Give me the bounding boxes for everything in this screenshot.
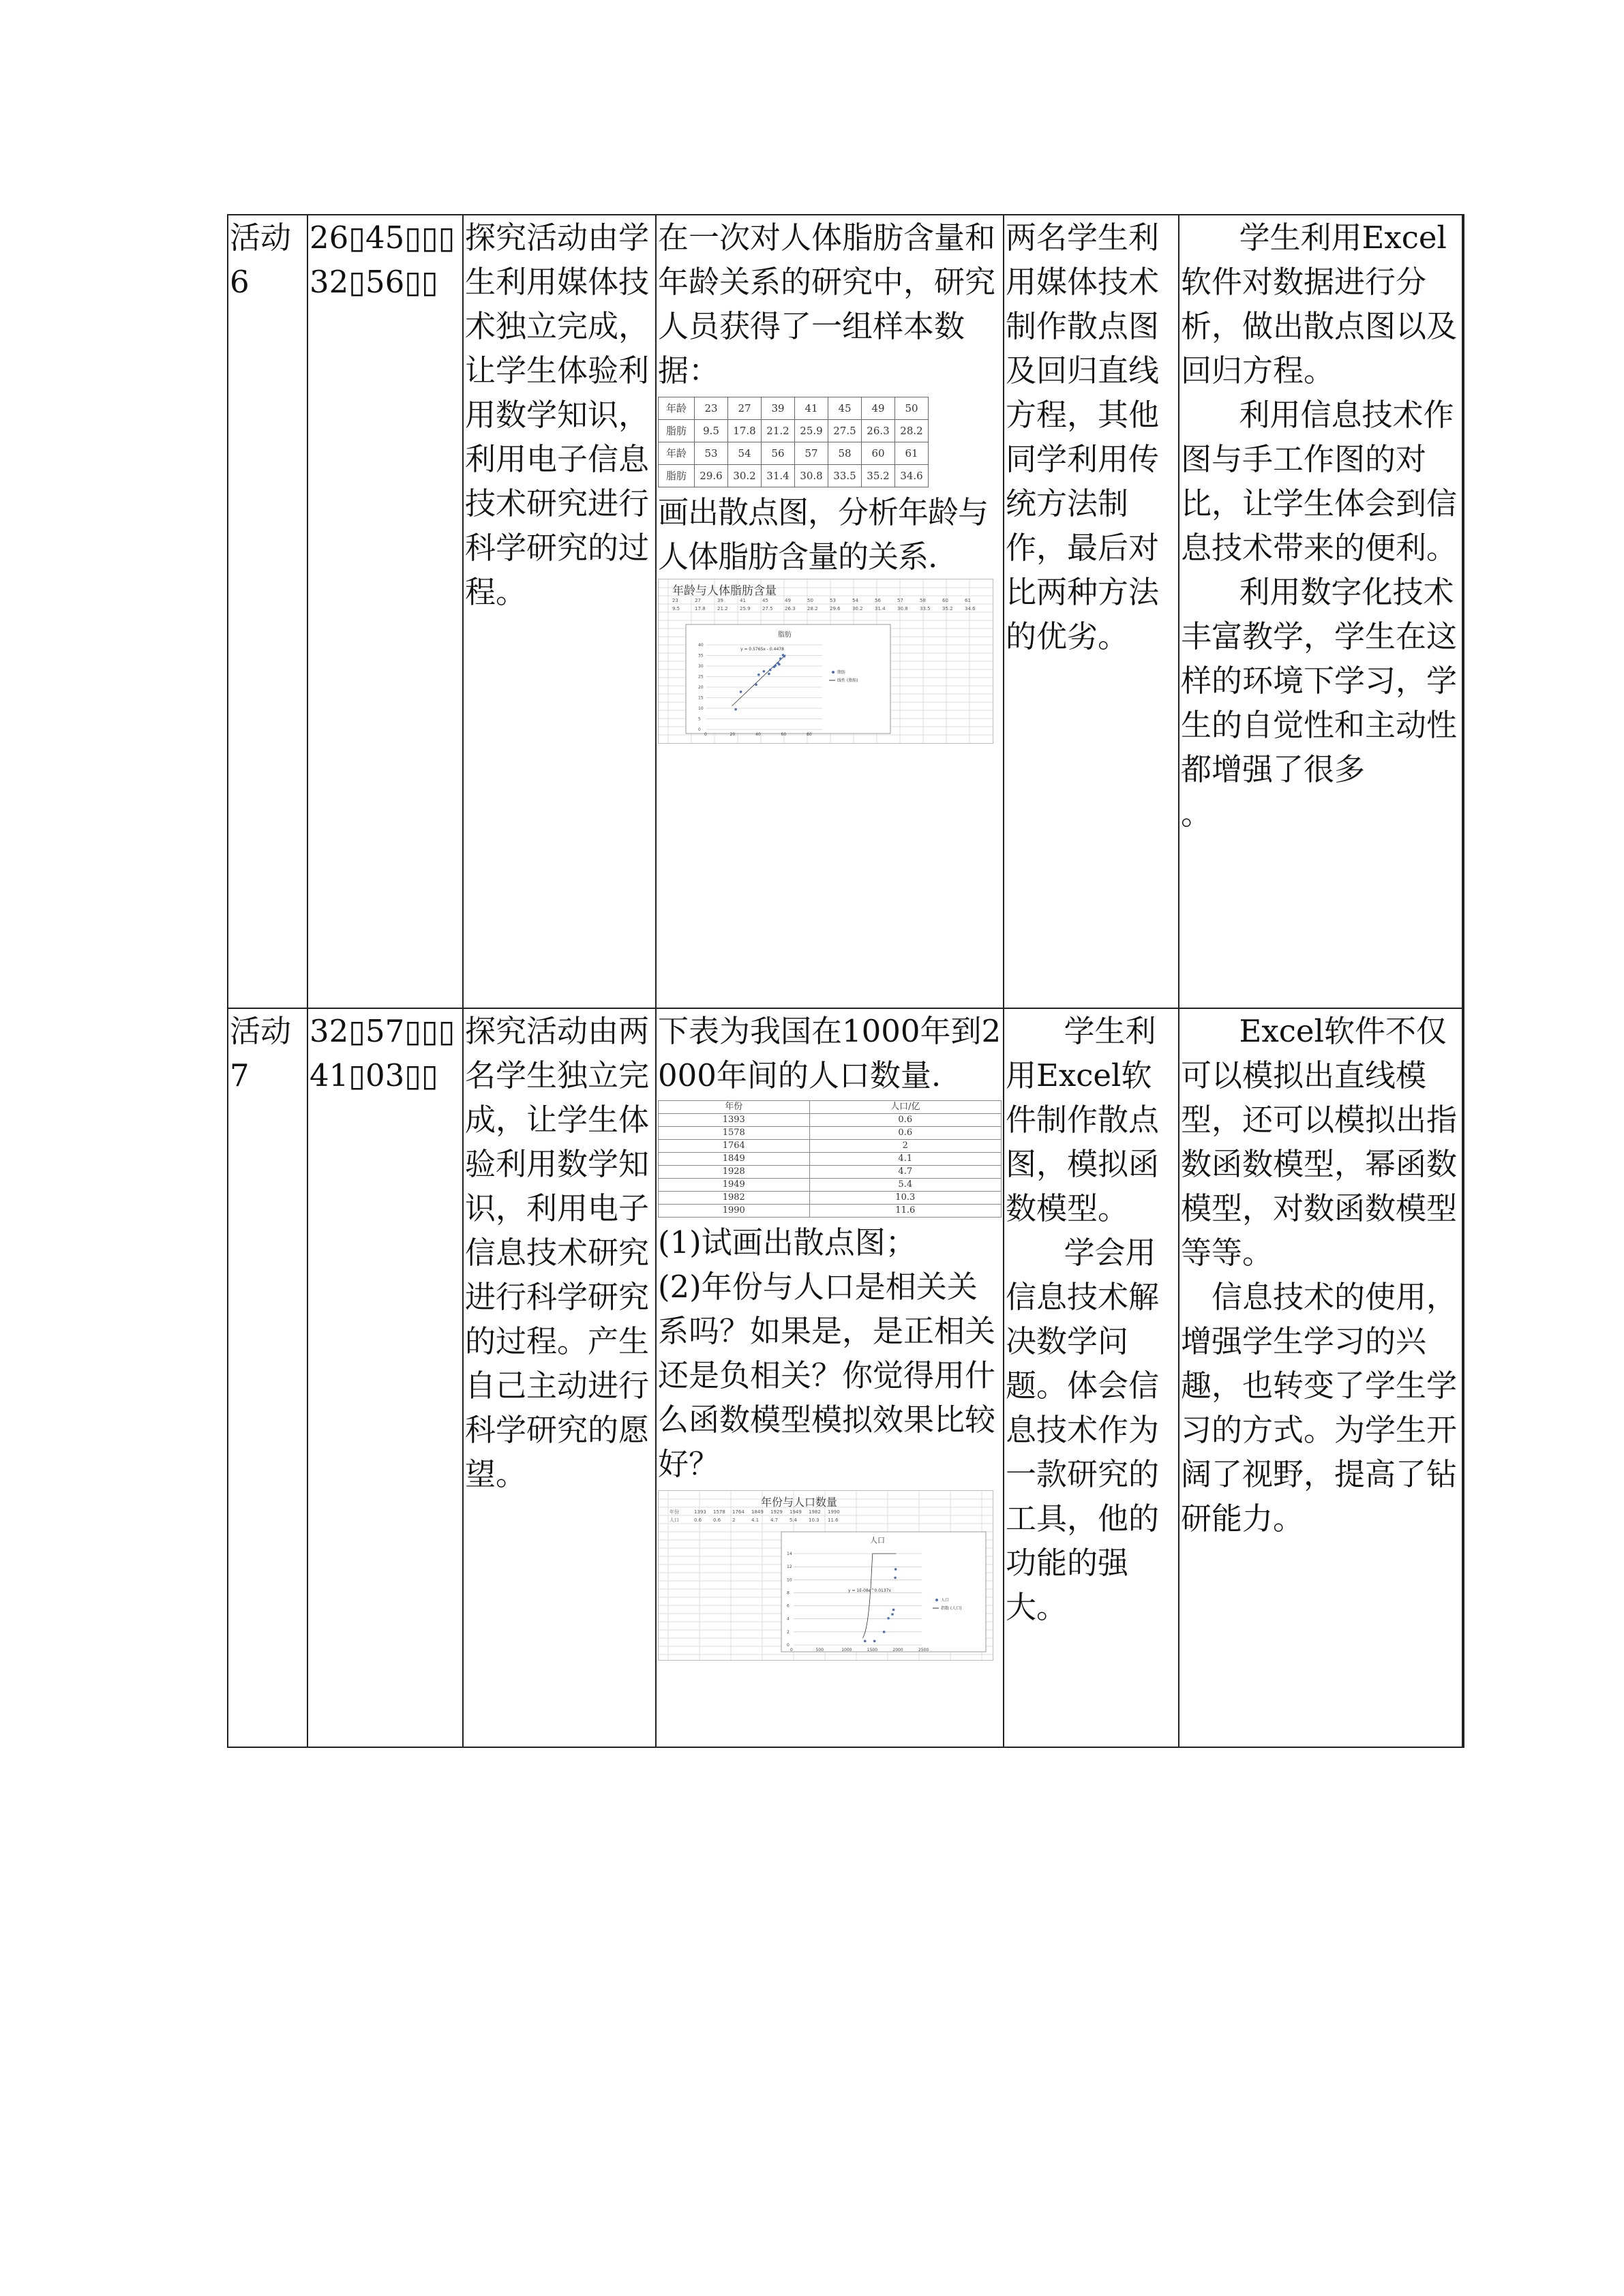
sheet-cell: 1949 [790, 1509, 802, 1515]
fat-table-cell: 49 [862, 397, 895, 420]
sheet-cell: 30.8 [897, 606, 908, 611]
data-point [883, 1631, 886, 1633]
sheet-cell: 29.6 [830, 606, 841, 611]
population-table-header [659, 1101, 1002, 1114]
population-table-cell: 0.6 [809, 1114, 1001, 1127]
sheet-cell: 61 [965, 598, 971, 603]
data-point [740, 691, 742, 693]
fat-table-cell: 27.5 [828, 420, 862, 442]
y-tick-label: 2 [787, 1629, 790, 1635]
fat-table-row-label: 脂肪 [659, 420, 695, 442]
fat-table-cell: 57 [795, 442, 828, 465]
y-tick-label: 0 [698, 727, 701, 732]
lesson-plan-table-region [227, 214, 1462, 1748]
data-point [768, 673, 770, 676]
y-tick-label: 40 [698, 643, 704, 648]
notes-cell [1179, 215, 1463, 1008]
y-tick-label: 15 [698, 695, 704, 701]
notes-cell [1179, 1008, 1463, 1747]
time-start: 32▯57▯▯▯ [310, 1013, 455, 1049]
fat-table-row-label: 年龄 [659, 397, 695, 420]
fat-table-cell: 56 [762, 442, 795, 465]
time-end: 32▯56▯▯ [310, 264, 438, 300]
sheet-cell: 26.3 [785, 606, 796, 611]
y-tick-label: 6 [787, 1603, 790, 1609]
y-tick-label: 25 [698, 674, 704, 680]
sheet-cell: 1393 [694, 1509, 706, 1515]
fat-table-cell: 31.4 [762, 465, 795, 487]
x-tick-label: 0 [704, 732, 707, 737]
data-point [891, 1613, 894, 1616]
method-cell: 探究活动由学生利用媒体技术独立完成，让学生体验利用数学知识，利用电子信息技术研究进行科学研究的过程。 [463, 215, 656, 1008]
y-tick-label: 12 [787, 1565, 792, 1570]
fat-table-cell: 28.2 [895, 420, 929, 442]
x-tick-label: 0 [790, 1648, 793, 1652]
sheet-cell: 1764 [732, 1509, 745, 1515]
fat-table-cell: 41 [795, 397, 828, 420]
population-table-header-cell: 人口/亿 [809, 1101, 1001, 1114]
time-start: 26▯45▯▯▯ [310, 220, 455, 256]
content-cell [656, 215, 1004, 1008]
sheet-cell: 31.4 [875, 606, 886, 611]
x-tick-label: 60 [781, 732, 787, 737]
sheet-cell: 41 [740, 598, 746, 603]
fat-table-row [659, 420, 929, 442]
sheet-cell: 33.5 [920, 606, 931, 611]
population-table-row [659, 1166, 1002, 1179]
data-point [779, 657, 782, 660]
population-table-cell: 1928 [659, 1166, 810, 1179]
y-tick-label: 35 [698, 653, 704, 659]
population-table-row [659, 1114, 1002, 1127]
sheet-cell: 4.7 [770, 1517, 779, 1523]
note-2: 信息技术的使用，增强学生学习的兴趣，也转变了学生学习的方式。为学生开阔了视野，提高了钻研能力。 [1181, 1279, 1458, 1537]
population-table-row [659, 1179, 1002, 1192]
population-table-cell: 5.4 [809, 1179, 1001, 1192]
sheet-cell: 10.3 [809, 1517, 819, 1523]
data-point [755, 683, 757, 686]
sheet-cell: 1849 [751, 1509, 764, 1515]
data-point [783, 655, 786, 658]
activity-row-7 [228, 1008, 1463, 1747]
content-cell [656, 1008, 1004, 1747]
fat-table-cell: 21.2 [762, 420, 795, 442]
sheet-cell: 28.2 [807, 606, 818, 611]
data-point [774, 665, 777, 667]
note-3: 利用数字化技术丰富教学，学生在这样的环境下学习，学生的自觉性和主动性都增强了很多 [1181, 574, 1458, 787]
x-tick-label: 1000 [841, 1648, 852, 1652]
fat-table-row [659, 442, 929, 465]
x-tick-label: 40 [755, 732, 761, 737]
population-table-cell: 1764 [659, 1140, 810, 1153]
fat-table-cell: 23 [695, 397, 728, 420]
activity-row-6 [228, 215, 1463, 1008]
sheet-cell: 39 [717, 598, 723, 603]
sheet-cell: 53 [830, 598, 836, 603]
sheet-cell: 58 [920, 598, 926, 603]
question-1: (1)试画出散点图； [658, 1224, 916, 1260]
y-tick-label: 10 [787, 1577, 792, 1583]
legend-marker [935, 1599, 938, 1601]
sheet-cell: 54 [852, 598, 858, 603]
population-table-row [659, 1192, 1002, 1205]
time-cell [307, 1008, 463, 1747]
note-4: 。 [1181, 796, 1212, 832]
time-cell [307, 215, 463, 1008]
students-cell [1004, 1008, 1179, 1747]
sheet-cell: 35.2 [942, 606, 953, 611]
sheet-cell: 30.2 [852, 606, 863, 611]
sheet-cell: 1982 [809, 1509, 821, 1515]
legend-trend: 线性 (脂肪) [837, 678, 858, 683]
sheet-title: 年龄与人体脂肪含量 [672, 584, 777, 598]
fat-data-table [658, 397, 929, 487]
y-tick-label: 5 [698, 716, 701, 722]
population-table-row [659, 1205, 1002, 1218]
sheet-row-label-year: 年份 [670, 1509, 679, 1515]
chart-title: 人口 [870, 1536, 885, 1545]
sheet-cell: 1578 [713, 1509, 725, 1515]
data-point [778, 663, 781, 666]
x-tick-label: 1500 [867, 1648, 878, 1652]
sheet-cell: 50 [807, 598, 813, 603]
chart-equation: y = 0.5765x - 0.4478 [740, 647, 784, 652]
sheet-cell: 5.4 [790, 1517, 798, 1523]
chart-frame [686, 624, 890, 734]
sheet-cell: 0.6 [713, 1517, 721, 1523]
legend-series: 人口 [941, 1598, 950, 1603]
fat-table-cell: 9.5 [695, 420, 728, 442]
fat-table-cell: 34.6 [895, 465, 929, 487]
y-tick-label: 20 [698, 685, 704, 690]
population-table [658, 1100, 1002, 1218]
population-table-cell: 1982 [659, 1192, 810, 1205]
students-text-2: 学会用信息技术解决数学问题。体会信息技术作为一款研究的工具，他的功能的强大。 [1006, 1235, 1160, 1625]
method-cell: 探究活动由两名学生独立完成，让学生体验利用数学知识，利用电子信息技术研究进行科学研究的过程。产生自己主动进行科学研究的愿望。 [463, 1008, 656, 1747]
sheet-cell: 56 [875, 598, 881, 603]
x-tick-label: 20 [730, 732, 736, 737]
note-2: 利用信息技术作图与手工作图的对比，让学生体会到信息技术带来的便利。 [1181, 397, 1458, 566]
population-table-row [659, 1153, 1002, 1166]
population-table-cell: 1949 [659, 1179, 810, 1192]
sheet-cell: 1990 [828, 1509, 840, 1515]
fat-table-cell: 58 [828, 442, 862, 465]
data-point [757, 674, 760, 676]
sheet-cell: 9.5 [672, 606, 680, 611]
legend-series: 脂肪 [837, 670, 846, 675]
fat-table-cell: 29.6 [695, 465, 728, 487]
lesson-plan-table [227, 214, 1464, 1748]
legend-trend: 指数 (人口) [941, 1606, 962, 1611]
content-task: 画出散点图，分析年龄与人体脂肪含量的关系. [658, 494, 989, 575]
activity-label: 活动7 [228, 1008, 307, 1747]
fat-table-cell: 53 [695, 442, 728, 465]
y-tick-label: 10 [698, 706, 704, 711]
x-tick-label: 500 [815, 1648, 824, 1652]
population-table-cell: 1990 [659, 1205, 810, 1218]
chart-title: 脂肪 [778, 631, 792, 639]
data-point [864, 1640, 867, 1642]
sheet-cell: 4.1 [751, 1517, 760, 1523]
students-cell: 两名学生利用媒体技术制作散点图及回归直线方程，其他同学利用传统方法制作，最后对比两种方法的优劣。 [1004, 215, 1179, 1008]
data-point [763, 670, 766, 673]
population-table-row [659, 1127, 1002, 1140]
data-point [892, 1609, 895, 1612]
sheet-cell: 34.6 [965, 606, 976, 611]
sheet-cell: 25.9 [740, 606, 751, 611]
fat-table-cell: 33.5 [828, 465, 862, 487]
data-point [734, 708, 737, 711]
sheet-title: 年份与人口数量 [761, 1496, 838, 1509]
population-table-cell: 4.7 [809, 1166, 1001, 1179]
data-point [894, 1568, 897, 1571]
y-tick-label: 8 [787, 1590, 790, 1596]
x-tick-label: 80 [807, 732, 812, 737]
fat-table-cell: 39 [762, 397, 795, 420]
sheet-cell: 49 [785, 598, 791, 603]
population-table-cell: 10.3 [809, 1192, 1001, 1205]
population-table-header-cell: 年份 [659, 1101, 810, 1114]
sheet-cell: 2 [732, 1517, 736, 1523]
x-tick-label: 2000 [892, 1648, 903, 1652]
fat-table-cell: 27 [728, 397, 762, 420]
y-tick-label: 4 [787, 1616, 790, 1622]
sheet-row-label-pop: 人口 [670, 1517, 679, 1523]
fat-table-row-label: 年龄 [659, 442, 695, 465]
population-table-cell: 4.1 [809, 1153, 1001, 1166]
sheet-cell: 23 [672, 598, 678, 603]
chart-equation: y = 1E-08e^0.0137x [848, 1588, 892, 1593]
y-tick-label: 14 [787, 1552, 792, 1556]
fat-table-cell: 35.2 [862, 465, 895, 487]
x-tick-label: 2500 [918, 1648, 929, 1652]
activity-label: 活动6 [228, 215, 307, 1008]
population-table-cell: 0.6 [809, 1127, 1001, 1140]
sheet-cell: 11.6 [828, 1517, 839, 1523]
population-table-cell: 2 [809, 1140, 1001, 1153]
data-point [873, 1640, 876, 1642]
sheet-cell: 1929 [770, 1509, 783, 1515]
y-tick-label: 0 [787, 1643, 790, 1648]
sheet-cell: 57 [897, 598, 903, 603]
sheet-cell: 27.5 [762, 606, 773, 611]
sheet-cell: 27 [695, 598, 701, 603]
sheet-cell: 60 [942, 598, 948, 603]
legend-marker [832, 671, 834, 674]
fat-table-cell: 25.9 [795, 420, 828, 442]
population-table-cell: 1578 [659, 1127, 810, 1140]
fat-table-cell: 61 [895, 442, 929, 465]
students-text-1: 学生利用Excel软件制作散点图，模拟函数模型。 [1006, 1013, 1160, 1226]
sheet-cell: 45 [762, 598, 768, 603]
y-tick-label: 30 [698, 664, 704, 669]
fat-table-cell: 60 [862, 442, 895, 465]
population-table-cell: 11.6 [809, 1205, 1001, 1218]
fat-table-cell: 17.8 [728, 420, 762, 442]
data-point [887, 1617, 890, 1620]
population-table-cell: 1393 [659, 1114, 810, 1127]
excel-screenshot-population [658, 1490, 993, 1661]
fat-table-cell: 45 [828, 397, 862, 420]
fat-table-cell: 26.3 [862, 420, 895, 442]
content-intro: 下表为我国在1000年到2000年间的人口数量. [658, 1013, 1002, 1093]
fat-table-row-label: 脂肪 [659, 465, 695, 487]
fat-table-cell: 54 [728, 442, 762, 465]
fat-table-cell: 30.8 [795, 465, 828, 487]
population-table-row [659, 1140, 1002, 1153]
question-2: (2)年份与人口是相关关系吗？如果是，是正相关还是负相关？你觉得用什么函数模型模拟效果比较好？ [658, 1269, 996, 1482]
sheet-cell: 0.6 [694, 1517, 702, 1523]
note-1: Excel软件不仅可以模拟出直线模型，还可以模拟出指数函数模型，幂函数模型，对数函数模型等等。 [1181, 1013, 1458, 1271]
sheet-cell: 21.2 [717, 606, 728, 611]
note-1: 学生利用Excel软件对数据进行分析，做出散点图以及回归方程。 [1181, 220, 1458, 389]
data-point [769, 669, 772, 671]
excel-screenshot-fat [658, 579, 993, 744]
fat-table-cell: 30.2 [728, 465, 762, 487]
sheet-cell: 17.8 [695, 606, 706, 611]
content-intro: 在一次对人体脂肪含量和年龄关系的研究中，研究人员获得了一组样本数据： [658, 220, 996, 389]
population-table-cell: 1849 [659, 1153, 810, 1166]
fat-table-row [659, 465, 929, 487]
fat-table-row [659, 397, 929, 420]
data-point [894, 1577, 897, 1580]
fat-table-cell: 50 [895, 397, 929, 420]
time-end: 41▯03▯▯ [310, 1057, 438, 1093]
